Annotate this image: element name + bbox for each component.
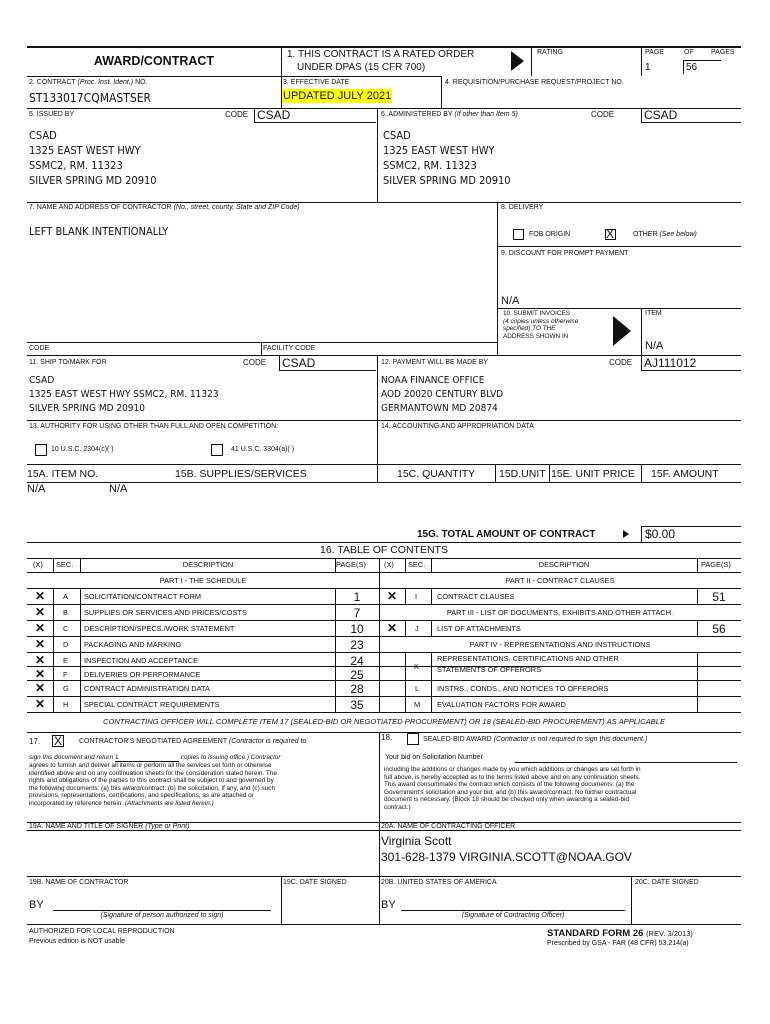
officer-signature-line[interactable] [401, 910, 625, 911]
payment-address: NOAA FINANCE OFFICE AOD 20020 CENTURY BLVD GERMANTOWN MD 20874 [381, 375, 504, 414]
of-label: OF [684, 49, 694, 56]
toc-row-check[interactable]: ✕ [35, 589, 46, 603]
rule [405, 620, 406, 636]
rule [27, 542, 741, 543]
negotiated-agreement-check-mark: X [54, 734, 63, 748]
sealed-bid-body-line3: This award consummates the contract which consists of the following documents: (a) the [384, 781, 635, 789]
toc-col-sec-right: SEC. [408, 560, 426, 569]
rule [53, 588, 54, 712]
issued-by-code-value[interactable]: CSAD [254, 108, 376, 123]
toc-row-sec: F [63, 670, 68, 679]
toc-title: 16. TABLE OF CONTENTS [320, 544, 448, 556]
page-label: PAGE [645, 49, 664, 56]
contract-no-label-italic: (Proc. Inst. Ident.) [77, 79, 134, 86]
toc-row-desc: DESCRIPTION/SPECS./WORK STATEMENT [84, 624, 235, 633]
ship-to-address: CSAD 1325 EAST WEST HWY SSMC2, RM. 11323 SILVER SPRING MD 20910 [29, 375, 219, 414]
rule [27, 482, 741, 483]
negotiated-agreement-body-line2: agrees to furnish and deliver all items or perform all the services set forth or otherwise [29, 762, 272, 769]
toc-row-desc: INSPECTION AND ACCEPTANCE [84, 656, 199, 665]
rating-label: RATING [537, 49, 563, 56]
toc-row-k-sec: K [414, 662, 419, 671]
toc-row-sec: B [63, 608, 68, 617]
sealed-bid-body-line6: contract.) [384, 803, 411, 811]
rule [431, 652, 432, 712]
sealed-bid-checkbox[interactable] [407, 733, 419, 745]
toc-row-l-desc: INSTRS., CONDS., AND NOTICES TO OFFERORS [437, 684, 609, 693]
sealed-bid-body-line1: including the additions or changes made by you which additions or changes are set forth in [384, 766, 641, 773]
sealed-bid-title-text: SEALED-BID AWARD [423, 736, 494, 743]
rule [641, 464, 642, 482]
toc-row-i-sec: I [415, 592, 418, 601]
toc-col-x-left: (X) [33, 560, 43, 569]
signer-name-label [29, 823, 189, 831]
rule [497, 202, 498, 355]
effective-date-label: 3. EFFECTIVE DATE [283, 79, 350, 86]
box18-number: 18. [381, 733, 393, 742]
unit-header: 15D.UNIT [499, 468, 546, 480]
rule [641, 526, 642, 542]
fob-origin-label: FOB ORIGIN [529, 231, 571, 238]
negotiated-agreement-body [29, 754, 373, 808]
pages-label: PAGES [711, 49, 735, 56]
submit-invoices-line3: specified) TO THE [503, 325, 556, 333]
footer-reproduction: AUTHORIZED FOR LOCAL REPRODUCTION [29, 928, 175, 935]
contractor-code-label: CODE [29, 345, 50, 352]
rule [377, 108, 378, 202]
toc-row-sec: C [63, 624, 69, 633]
toc-part1-heading: PART I - THE SCHEDULE [159, 576, 247, 585]
rule [27, 420, 741, 421]
authority-label: 13. AUTHORITY FOR USING OTHER THAN FULL AND OPEN COMPETITION: [29, 423, 279, 430]
discount-value[interactable]: N/A [501, 295, 520, 307]
submit-invoices-label [503, 310, 578, 340]
other-delivery-label [633, 231, 697, 239]
submit-invoices-line2: (4 copies unless otherwise [503, 317, 579, 325]
administered-by-label-italic: (If other than Item 5) [454, 111, 518, 118]
item-no-value[interactable]: N/A [27, 483, 46, 495]
rule [53, 558, 54, 572]
contractor-name-value[interactable]: LEFT BLANK INTENTIONALLY [29, 225, 169, 238]
contractor-name-label-italic: (No., street, county, State and ZIP Code) [173, 204, 300, 211]
usc-2304-label: 10 U.S.C. 2304(c)( ) [51, 446, 114, 453]
rule [377, 355, 378, 464]
ship-to-code-label: CODE [243, 358, 267, 367]
rule [697, 558, 698, 572]
issued-by-label: 5. ISSUED BY [29, 111, 75, 118]
toc-row-desc: SUPPLIES OR SERVICES AND PRICES/COSTS [84, 608, 247, 617]
toc-row-check[interactable]: ✕ [35, 667, 46, 681]
contract-no-value[interactable]: ST133017CQMASTSER [29, 91, 152, 105]
rule [27, 342, 497, 343]
toc-row-j-desc: LIST OF ATTACHMENTS [437, 624, 521, 633]
toc-row-check[interactable]: ✕ [35, 653, 46, 667]
contractor-signature-caption: (Signature of person authorized to sign) [100, 912, 224, 919]
contract-no-label-prefix: 2. CONTRACT [29, 79, 78, 86]
toc-row-l-sec: L [415, 684, 420, 693]
toc-row-i-check[interactable]: ✕ [387, 589, 398, 603]
rule [431, 588, 432, 604]
administered-by-label-text: 6. ADMINISTERED BY [381, 111, 455, 118]
rule [377, 464, 378, 482]
negotiated-agreement-body-italic-end: (Attachments are listed herein.) [124, 799, 214, 807]
rule [27, 76, 281, 77]
toc-row-pages[interactable]: 24 [350, 654, 364, 668]
toc-row-m-sec: M [414, 700, 421, 709]
rule [27, 355, 741, 356]
contractor-signature-line[interactable] [53, 910, 271, 911]
accounting-label: 14. ACCOUNTING AND APPROPRIATION DATA [381, 423, 534, 430]
toc-row-desc: SOLICITATION/CONTRACT FORM [84, 592, 202, 601]
sealed-bid-title [423, 736, 647, 744]
toc-part3-heading: PART III - LIST OF DOCUMENTS, EXHIBITS AND OTHER ATTACH. [446, 608, 674, 617]
toc-row-sec: A [63, 592, 68, 601]
administered-by-label [381, 111, 518, 119]
other-delivery-label-italic: (See below) [659, 231, 697, 238]
submit-invoices-line4: ADDRESS SHOWN IN [503, 332, 569, 340]
copies-count-field[interactable]: 1 [115, 754, 179, 762]
invoice-item-value[interactable]: N/A [645, 340, 664, 352]
rule [405, 652, 406, 712]
rated-order-line1: 1. THIS CONTRACT IS A RATED ORDER [287, 49, 475, 60]
fob-origin-checkbox[interactable] [513, 229, 524, 240]
negotiated-agreement-body-line6: provisions, representations, certifications, and specifications, as are attached or [29, 792, 254, 800]
officer-date-label: 20C. DATE SIGNED [635, 879, 699, 886]
negotiated-agreement-body-line5: the following documents: (a) this award/contract, (b) the solicitation, if any, and (c) such [29, 784, 276, 792]
rule [641, 308, 642, 355]
rule [281, 876, 282, 924]
sealed-bid-body-line2: full above, is hereby accepted as to the terms listed above and on any continuation sheets. [384, 773, 641, 781]
toc-col-desc-left: DESCRIPTION [182, 560, 234, 569]
toc-col-pages-left: PAGE(S) [336, 560, 366, 569]
footer-revision: (REV. 3/2013) [646, 929, 693, 938]
rule [379, 732, 380, 924]
toc-row-j-check[interactable]: ✕ [387, 621, 398, 635]
rule [281, 76, 441, 77]
toc-row-sec: G [63, 684, 69, 693]
toc-row-i-pages[interactable]: 51 [712, 590, 726, 604]
administered-by-code-label: CODE [591, 110, 615, 119]
contractor-by-label: BY [29, 899, 44, 911]
payment-code-label: CODE [609, 358, 633, 367]
sealed-bid-title-italic: (Contractor is not required to sign this document.) [493, 736, 648, 743]
contractor-name-19b-label: 19B. NAME OF CONTRACTOR [29, 879, 129, 886]
contractor-name-label-text: 7. NAME AND ADDRESS OF CONTRACTOR [29, 204, 174, 211]
contractor-name-label [29, 204, 300, 212]
rule [27, 876, 741, 877]
rule [497, 246, 741, 247]
footer-prescribed: Prescribed by GSA - FAR (48 CFR) 53.214(a) [547, 940, 689, 947]
toc-row-i-desc: CONTRACT CLAUSES [437, 592, 515, 601]
toc-row-sec: E [63, 656, 68, 665]
toc-part4-heading: PART IV - REPRESENTATIONS AND INSTRUCTIONS [469, 640, 651, 649]
usa-label: 20B. UNITED STATES OF AMERICA [381, 879, 497, 886]
ship-to-label: 11. SHIP TO/MARK FOR [29, 359, 107, 366]
toc-row-desc: CONTRACT ADMINISTRATION DATA [84, 684, 210, 693]
total-amount-value[interactable]: $0.00 [645, 527, 676, 541]
negotiated-agreement-body-line3: identified above and on any continuation sheets for the consideration stated herein. The [29, 769, 277, 777]
signer-name-label-italic: (Type or Print) [145, 823, 190, 830]
toc-row-pages[interactable]: 28 [350, 682, 364, 696]
contracting-officer-label: 20A. NAME OF CONTRACTING OFFICER [381, 823, 516, 830]
rule [549, 464, 550, 482]
negotiated-agreement-body-line7: incorporated by reference herein. [29, 799, 125, 807]
contractor-date-label: 19C. DATE SIGNED [283, 879, 347, 886]
toc-col-x-right: (X) [384, 560, 394, 569]
toc-row-check[interactable]: ✕ [35, 605, 46, 619]
effective-date-value[interactable]: UPDATED JULY 2021 [283, 90, 392, 102]
invoice-item-label: ITEM [645, 310, 662, 317]
negotiated-agreement-title-italic: (Contractor is required to [228, 738, 307, 745]
contracting-officer-name[interactable]: Virginia Scott [381, 834, 452, 848]
officer-by-label: BY [381, 899, 396, 911]
toc-row-pages[interactable]: 25 [350, 668, 364, 682]
award-contract-form [27, 46, 741, 946]
issued-by-address: CSAD 1325 EAST WEST HWY SSMC2, RM. 11323 SILVER SPRING MD 20910 [29, 129, 157, 187]
page-number[interactable]: 1 [645, 62, 651, 73]
contract-no-label [29, 79, 148, 87]
footer-form-id [547, 928, 693, 939]
contract-no-label-suffix: NO. [133, 79, 148, 86]
other-delivery-check-mark: X [606, 227, 615, 241]
contracting-officer-note: CONTRACTING OFFICER WILL COMPLETE ITEM 17 (SEALED-BID OR NEGOTIATED PROCUREMENT) OR 18 (SEALED-BID PROCUREMENT) AS APPLICABLE [102, 717, 666, 726]
rule [27, 924, 741, 925]
ship-to-code-value[interactable]: CSAD [279, 356, 376, 371]
negotiated-agreement-body-line1a: sign this document and return [29, 754, 115, 761]
rule [261, 342, 262, 355]
supplies-value[interactable]: N/A [109, 483, 128, 495]
rule [697, 652, 698, 712]
sealed-bid-body-line5: document is necessary. (Block 18 should be checked only when awarding a sealed-bid [384, 796, 629, 804]
rule [495, 464, 496, 482]
contracting-officer-contact[interactable]: 301-628-1379 VIRGINIA.SCOTT@NOAA.GOV [381, 850, 632, 864]
toc-row-desc: SPECIAL CONTRACT REQUIREMENTS [84, 700, 220, 709]
toc-row-check[interactable]: ✕ [35, 621, 46, 635]
usc-3304-checkbox[interactable] [211, 444, 223, 456]
footer-form-name: STANDARD FORM 26 [547, 928, 644, 939]
box17-number: 17. [29, 737, 41, 746]
toc-col-desc-right: DESCRIPTION [538, 560, 590, 569]
toc-row-k-desc [437, 654, 619, 675]
total-arrow-icon [623, 530, 629, 538]
rule [641, 46, 642, 76]
toc-row-check[interactable]: ✕ [35, 697, 46, 711]
rule [405, 588, 406, 604]
solicitation-number-field[interactable] [515, 762, 737, 763]
negotiated-agreement-body-line4: rights and obligations of the parties to this contract shall be subject to and governed by [29, 777, 274, 785]
sealed-bid-body-line4: Government's solicitation and your bid, and (b) this award/contract. No further contractual [384, 788, 637, 796]
rule [27, 202, 741, 203]
rule [631, 876, 632, 924]
rule [27, 712, 741, 713]
toc-col-sec-left: SEC. [56, 560, 74, 569]
rule [441, 76, 442, 108]
toc-row-desc: PACKAGING AND MARKING [84, 640, 182, 649]
administered-by-address: CSAD 1325 EAST WEST HWY SSMC2, RM. 11323 SILVER SPRING MD 20910 [383, 129, 511, 187]
rule [497, 308, 741, 309]
toc-row-k-desc-line1: REPRESENTATIONS, CERTIFICATIONS AND OTHER [437, 654, 619, 663]
total-pages[interactable]: 56 [683, 60, 721, 74]
toc-row-check[interactable]: ✕ [35, 681, 46, 695]
rule [531, 46, 532, 76]
negotiated-agreement-body-line1b: copies to issuing office.) Contractor [178, 754, 281, 761]
toc-row-j-sec: J [415, 624, 419, 633]
administered-by-code-value[interactable]: CSAD [641, 108, 741, 123]
usc-2304-checkbox[interactable] [35, 444, 47, 456]
rule [27, 464, 741, 465]
signer-name-label-text: 19A. NAME AND TITLE OF SIGNER [29, 823, 146, 830]
total-amount-label: 15G. TOTAL AMOUNT OF CONTRACT [417, 529, 596, 540]
supplies-header: 15B. SUPPLIES/SERVICES [175, 468, 307, 480]
delivery-label: 8. DELIVERY [501, 204, 544, 211]
unit-price-header: 15E. UNIT PRICE [551, 468, 635, 480]
rule [405, 558, 406, 572]
form-top-border [27, 46, 741, 48]
other-delivery-label-text: OTHER [633, 231, 660, 238]
toc-row-pages[interactable]: 35 [350, 698, 364, 712]
footer-previous-edition: Previous edition is NOT usable [29, 938, 125, 945]
form-title: AWARD/CONTRACT [93, 54, 215, 68]
rated-order-line2: UNDER DPAS (15 CFR 700) [297, 62, 426, 73]
negotiated-agreement-title [79, 738, 306, 746]
toc-row-j-pages[interactable]: 56 [712, 622, 726, 636]
arrow-icon [511, 51, 524, 71]
solicitation-number-label: Your bid on Solicitation Number [385, 754, 483, 761]
toc-row-sec: H [63, 700, 69, 709]
toc-row-pages[interactable]: 23 [350, 638, 364, 652]
payment-by-label: 12. PAYMENT WILL BE MADE BY [381, 359, 489, 366]
toc-row-pages[interactable]: 1 [353, 590, 361, 604]
rule [80, 588, 81, 712]
toc-part2-heading: PART II - CONTRACT CLAUSES [505, 576, 615, 585]
rule [431, 620, 432, 636]
negotiated-agreement-title-text: CONTRACTOR'S NEGOTIATED AGREEMENT [79, 738, 229, 745]
quantity-header: 15C. QUANTITY [397, 468, 476, 480]
toc-row-pages[interactable]: 10 [350, 622, 364, 636]
submit-invoices-line1: 10. SUBMIT INVOICES [503, 310, 571, 317]
requisition-label: 4. REQUISITION/PURCHASE REQUEST/PROJECT NO. [445, 79, 624, 86]
toc-row-m-desc: EVALUATION FACTORS FOR AWARD [437, 700, 566, 709]
officer-signature-caption: (Signature of Contracting Officer) [461, 912, 565, 919]
toc-row-k-desc-line2: STATEMENTS OF OFFERORS [437, 664, 542, 674]
toc-row-desc: DELIVERIES OR PERFORMANCE [84, 670, 201, 679]
toc-row-check[interactable]: ✕ [35, 637, 46, 651]
facility-code-label: FACILITY CODE [263, 345, 316, 352]
toc-row-pages[interactable]: 7 [353, 606, 361, 620]
toc-row-sec: D [63, 640, 69, 649]
sealed-bid-body [384, 766, 740, 812]
amount-header: 15F. AMOUNT [651, 468, 719, 480]
payment-code-value[interactable]: AJ111012 [641, 356, 741, 371]
usc-3304-label: 41 U.S.C. 3304(a)( ) [231, 446, 295, 453]
toc-col-pages-right: PAGE(S) [701, 560, 731, 569]
item-no-header: 15A. ITEM NO. [27, 468, 99, 480]
rule [27, 108, 741, 109]
discount-label: 9. DISCOUNT FOR PROMPT PAYMENT [501, 250, 629, 257]
issued-by-code-label: CODE [225, 110, 249, 119]
submit-invoices-arrow-icon [613, 316, 631, 346]
